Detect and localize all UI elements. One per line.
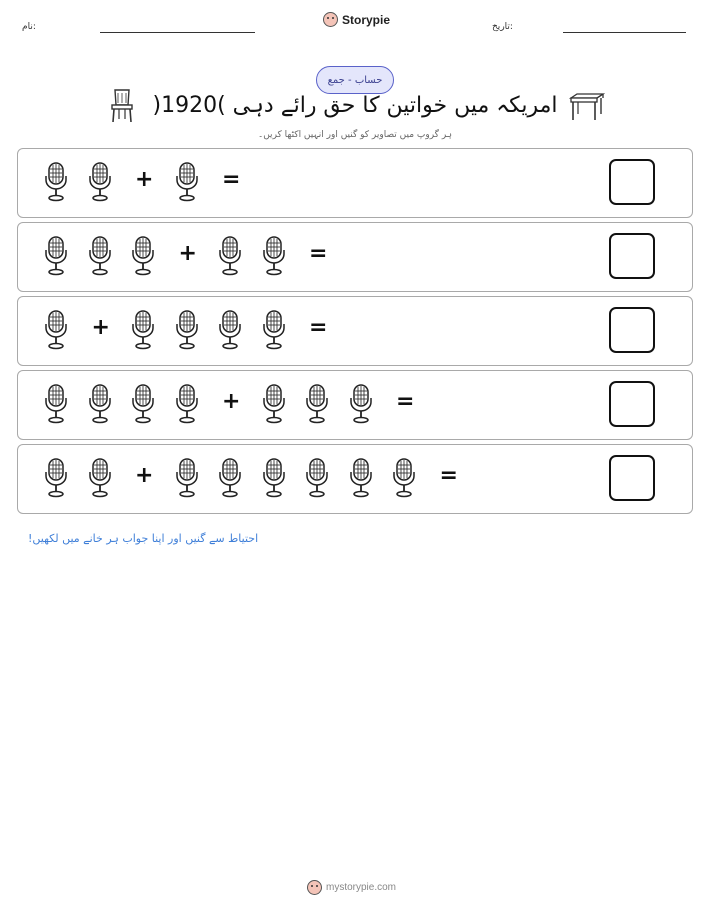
- hint-text: احتیاط سے گنیں اور اپنا جواب ہر خانے میں لکھیں!: [28, 532, 259, 545]
- equals-sign: =: [309, 241, 328, 266]
- microphone-icon: [304, 458, 330, 498]
- microphone-icon: [261, 236, 287, 276]
- chair-icon: [108, 88, 136, 124]
- brand-name: Storypie: [342, 12, 391, 27]
- exercise-row-3: [17, 296, 693, 366]
- microphone-icon: [348, 384, 374, 424]
- microphone-icon: [217, 310, 243, 350]
- plus-sign: +: [178, 241, 197, 266]
- microphone-icon: [304, 384, 330, 424]
- footer: [307, 880, 396, 895]
- name-label: نام:: [22, 22, 36, 32]
- microphone-icon: [348, 458, 374, 498]
- microphone-icon: [130, 384, 156, 424]
- storypie-logo-icon: [323, 12, 338, 27]
- answer-box[interactable]: [609, 159, 655, 205]
- page-title: امریکہ میں خواتین کا حق رائے دہی )1920(: [152, 93, 558, 118]
- microphone-icon: [174, 384, 200, 424]
- equals-sign: =: [439, 463, 458, 488]
- microphone-icon: [130, 310, 156, 350]
- exercise-row-2: [17, 222, 693, 292]
- plus-sign: +: [91, 315, 110, 340]
- microphone-icon: [174, 162, 200, 202]
- answer-box[interactable]: [609, 455, 655, 501]
- date-line[interactable]: [563, 32, 686, 33]
- equals-sign: =: [396, 389, 415, 414]
- footer-url: mystorypie.com: [326, 882, 397, 893]
- microphone-icon: [174, 310, 200, 350]
- answer-box[interactable]: [609, 307, 655, 353]
- microphone-icon: [174, 458, 200, 498]
- microphone-icon: [391, 458, 417, 498]
- microphone-icon: [87, 458, 113, 498]
- plus-sign: +: [135, 167, 154, 192]
- instructions: ہر گروپ میں تصاویر کو گنیں اور انہیں اکٹھا کریں۔: [257, 130, 453, 140]
- microphone-icon: [87, 162, 113, 202]
- equals-sign: =: [222, 167, 241, 192]
- date-label: تاریخ:: [492, 22, 513, 32]
- exercise-row-4: [17, 370, 693, 440]
- microphone-icon: [43, 236, 69, 276]
- microphone-icon: [130, 236, 156, 276]
- storypie-logo-icon: [307, 880, 322, 895]
- microphone-icon: [261, 310, 287, 350]
- answer-box[interactable]: [609, 381, 655, 427]
- answer-box[interactable]: [609, 233, 655, 279]
- exercise-row-1: [17, 148, 693, 218]
- equals-sign: =: [309, 315, 328, 340]
- microphone-icon: [43, 458, 69, 498]
- subject-badge: حساب - جمع: [316, 66, 394, 94]
- table-icon: [569, 92, 605, 122]
- microphone-icon: [43, 310, 69, 350]
- plus-sign: +: [135, 463, 154, 488]
- microphone-icon: [43, 162, 69, 202]
- plus-sign: +: [222, 389, 241, 414]
- microphone-icon: [87, 236, 113, 276]
- microphone-icon: [87, 384, 113, 424]
- name-line[interactable]: [100, 32, 255, 33]
- exercise-row-5: [17, 444, 693, 514]
- microphone-icon: [217, 458, 243, 498]
- microphone-icon: [261, 458, 287, 498]
- microphone-icon: [43, 384, 69, 424]
- microphone-icon: [261, 384, 287, 424]
- brand-logo: [323, 12, 390, 27]
- microphone-icon: [217, 236, 243, 276]
